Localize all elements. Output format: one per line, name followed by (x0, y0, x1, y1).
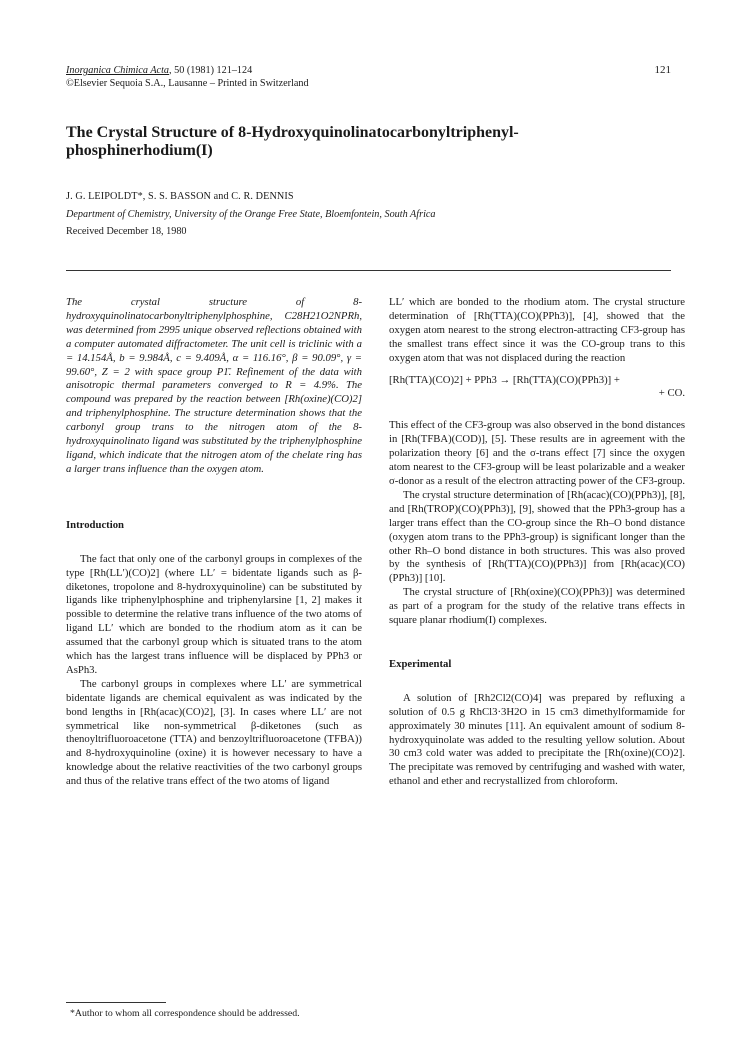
running-header (66, 64, 671, 90)
header-rule (66, 270, 671, 271)
equation-line-1: [Rh(TTA)(CO)2] + PPh3 → [Rh(TTA)(CO)(PPh3)] + (389, 373, 620, 386)
intro-paragraph-1: The fact that only one of the carbonyl groups in complexes of the type [Rh(LL′)(CO)2] (where LL′ = bidentate ligands such as β-diketones, tropolone and 8-hydroxyquinoline) can be substituted by ligands like triphenylphosphine and triphenylarsine [1, 2] makes it possible to determine the relative trans influence of the two atoms of ligand LL′ which are bonded to the rhodium atom as it can be assumed that the carbonyl group which is situated trans to the atom which has the largest trans influence will be displaced by PPh3 or AsPh3. (66, 552, 362, 676)
citation: , 50 (1981) 121–124 (169, 65, 253, 76)
publisher-line: ©Elsevier Sequoia S.A., Lausanne – Printed in Switzerland (66, 78, 309, 89)
equation-line-2: + CO. (658, 387, 685, 400)
authors: J. G. LEIPOLDT*, S. S. BASSON and C. R. DENNIS (66, 191, 294, 202)
experimental-paragraph-1: A solution of [Rh2Cl2(CO)4] was prepared by refluxing a solution of 0.5 g RhCl3·3H2O in 15 cm3 dimethylformamide for approximately 30 minutes [11]. An equivalent amount of sodium 8-hydroxyquinolate was added to the resulting yellow solution. About 30 cm3 cold water was added to precipitate the [Rh(oxine)(CO)2]. The precipitate was removed by centrifuging and washed with water, ethanol and ether and recrystallized from chloroform. (389, 691, 685, 788)
body-paragraph-4: The crystal structure of [Rh(oxine)(CO)(PPh3)] was determined as part of a program for the study of the relative trans effects in square planar rhodium(I) complexes. (389, 586, 685, 627)
intro-paragraph-2: The carbonyl groups in complexes where LL′ are symmetrical bidentate ligands are chemical equivalent as was indicated by the bond lengths in [Rh(acac)(CO)2], [3]. In cases where LL′ are not symmetrical like non-symmetrical β-diketones (such as thenoyltrifluoroacetone (TTA) and benzoyltrifluoroacetone (TFBA)) and 8-hydroxyquinoline (oxine) it is however necessary to have a knowledge about the relative reactivities of the two carbonyl groups and thus of the relative trans effect of the two atoms of ligand (66, 677, 362, 788)
section-heading-introduction: Introduction (66, 518, 125, 531)
body-paragraph-2: This effect of the CF3-group was also observed in the bond distances in [Rh(TFBA)(COD)], [5]. These results are in agreement with the polarization theory [6] and the σ-trans effect [7] since the oxygen atom nearest to the CF3-group will be least polarizable and a weaker σ-donor as a result of the electron attracting power of the CF3-group. (389, 419, 686, 487)
footnote-rule (66, 1002, 166, 1003)
page-number: 121 (654, 64, 671, 76)
abstract: The crystal structure of 8-hydroxyquinolinatocarbonyltriphenylphosphine, C28H21O2NPRh, was determined from 2995 unique observed reflections obtained with a computer automated diffractometer. The unit cell is triclinic with a = 14.154Å, b = 9.984Å, c = 9.409Å, α = 116.16°, β = 90.09°, γ = 99.60°, Z = 2 with space group P1̄. Refinement of the data with anisotropic thermal parameters converged to R = 4.9%. The compound was prepared by the reaction between [Rh(oxine)(CO)2] and triphenylphosphine. The structure determination shows that the carbonyl group trans to the nitrogen atom of the 8-hydroxyquinolinato ligand was substituted by the triphenylphosphine ligand, which indicate that the nitrogen atom of the chelate ring has a larger trans influence than the oxygen atom. (66, 296, 362, 475)
received-date: Received December 18, 1980 (66, 226, 187, 237)
right-column (389, 296, 685, 789)
body-paragraph-1: LL′ which are bonded to the rhodium atom. The crystal structure determination of [Rh(TTA)(CO)(PPh3)], [4], showed that the oxygen atom nearest to the strong electron-attracting CF3-group has the smallest trans effect since it was the CO-group trans to this oxygen atom that was not displaced during the reaction (389, 296, 685, 364)
left-column (66, 296, 362, 789)
section-heading-experimental: Experimental (389, 657, 452, 670)
article-title: The Crystal Structure of 8-Hydroxyquinolinatocarbonyltriphenyl-phosphinerhodium(I) (66, 124, 519, 159)
footnote: *Author to whom all correspondence should be addressed. (70, 1008, 300, 1019)
journal-name: Inorganica Chimica Acta (66, 65, 169, 76)
reaction-equation (389, 374, 685, 402)
body-paragraph-3: The crystal structure determination of [Rh(acac)(CO)(PPh3)], [8], and [Rh(TROP)(CO)(PPh3)], [9], showed that the PPh3-group has a larger trans effect than the CO-group since the Rh–O bond distance (oxygen atom trans to the PPh3-group) is significant longer than the other Rh–O bond distance in both structures. This was also proved by the synthesis of [Rh(TTA)(CO)(PPh3)] from [Rh(acac)(CO)(PPh3)] [10]. (389, 488, 685, 585)
journal-citation (66, 64, 671, 77)
affiliation: Department of Chemistry, University of the Orange Free State, Bloemfontein, South Africa (66, 209, 436, 220)
